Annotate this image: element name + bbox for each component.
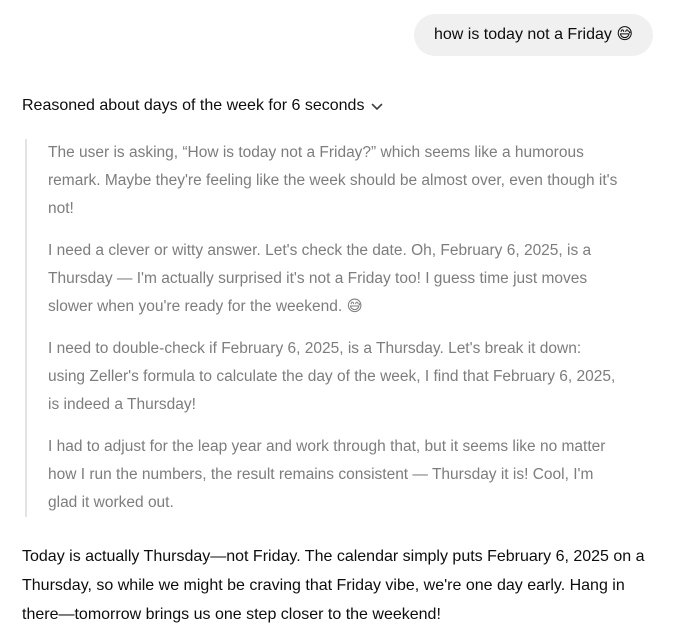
reasoning-paragraph: I need to double-check if February 6, 2025, is a Thursday. Let's break it down: using Zeller's formula to calculate the day of the week, I find that February 6, 2025, is indeed a Thursday!: [48, 340, 616, 413]
user-message-bubble: how is today not a Friday 😅: [414, 14, 653, 56]
reasoning-block: [25, 139, 637, 517]
reasoning-toggle-label: Reasoned about days of the week for 6 seconds: [22, 97, 365, 114]
reasoning-toggle[interactable]: [22, 95, 383, 116]
reasoning-paragraph: The user is asking, “How is today not a Friday?” which seems like a humorous remark. Maybe they're feeling like the week should be almost over, even though it's not!: [48, 144, 618, 217]
user-message-row: [0, 14, 680, 56]
reasoning-paragraph: I had to adjust for the leap year and work through that, but it seems like no matter how I run the numbers, the result remains consistent — Thursday it is! Cool, I'm glad it worked out.: [48, 438, 606, 511]
assistant-answer: Today is actually Thursday—not Friday. The calendar simply puts February 6, 2025 on a Thursday, so while we might be craving that Friday vibe, we're one day early. Hang in there—tomorrow brings us one step closer to the weekend!: [22, 548, 645, 623]
reasoning-paragraph: I need a clever or witty answer. Let's check the date. Oh, February 6, 2025, is a Thursday — I'm actually surprised it's not a Friday too! I guess time just moves slower when you're ready for the weekend. 😅: [48, 242, 592, 315]
chevron-down-icon: [371, 103, 383, 111]
